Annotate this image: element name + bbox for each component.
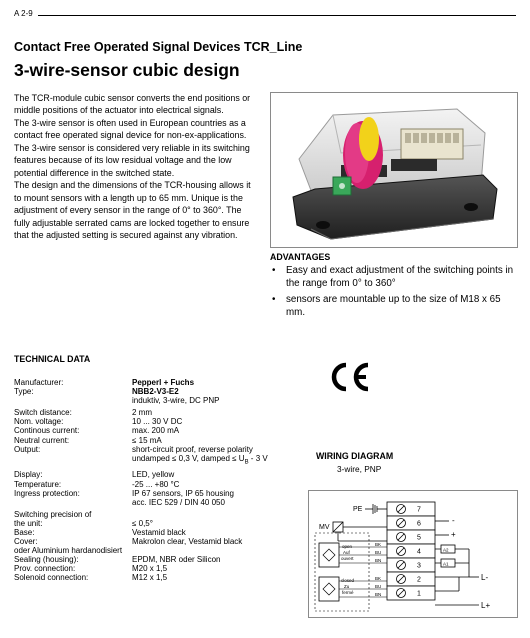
tech-value: ≤ 15 mA	[132, 435, 162, 445]
tech-value: max. 200 mA	[132, 426, 180, 436]
tech-label: Solenoid connection:	[14, 573, 89, 583]
terminal	[387, 502, 435, 516]
advantage-text: Easy and exact adjustment of the switching points in the range from 0° to 360°	[286, 265, 514, 289]
terminal-number: 5	[417, 534, 421, 542]
intro-paragraph: The design and the dimensions of the TCR-housing allows it to mount sensors with a length up to 65 mm. Unique is the adjustment of every sensor in the range of 0° to 360°. The fully adjustable serrated cams are locked together to ensure that the adjusted setting is secured against any vibration.	[14, 180, 251, 240]
technical-data-table	[14, 378, 274, 583]
wire-label: BU	[375, 550, 382, 555]
tech-value: Pepperl + Fuchs	[132, 378, 195, 387]
tech-row	[14, 564, 274, 573]
wiring-diagram-heading: WIRING DIAGRAM	[316, 451, 394, 461]
wire-label: BN	[375, 558, 382, 563]
wire-label: BK	[375, 576, 382, 581]
tech-label: the unit:	[14, 518, 43, 528]
terminal	[387, 558, 435, 572]
tech-label: Continous current:	[14, 426, 80, 436]
wiring-diagram	[308, 490, 518, 618]
tech-value: Vestamid black	[132, 528, 186, 537]
advantage-text: sensors are mountable up to the size of M18 x 65 mm.	[286, 294, 501, 318]
tech-label: Prov. connection:	[14, 564, 76, 574]
header-rule	[38, 15, 516, 16]
advantage-item	[270, 294, 514, 319]
tech-label: Type:	[14, 387, 34, 397]
terminal	[387, 544, 435, 558]
terminal	[387, 572, 435, 586]
tech-row	[14, 426, 274, 435]
terminal-number: 2	[417, 576, 421, 584]
wire-label: BU	[375, 584, 382, 589]
intro-paragraph: The 3-wire sensor is often used in European countries as a contact free operated signal device for non-ex-applications.	[14, 117, 247, 141]
terminal-number: 3	[417, 562, 421, 570]
page-subtitle: Contact Free Operated Signal Devices TCR_Line	[14, 40, 303, 54]
tech-label: Switch distance:	[14, 408, 72, 418]
tech-label	[14, 498, 132, 507]
minus-label: -	[452, 516, 455, 525]
tech-row	[14, 537, 274, 546]
page-title: 3-wire-sensor cubic design	[14, 60, 240, 80]
tech-row	[14, 555, 274, 564]
tech-row	[14, 417, 274, 426]
bullet-icon: •	[272, 265, 276, 276]
tech-row	[14, 573, 274, 582]
tech-row	[14, 510, 274, 519]
product-photo	[270, 92, 518, 248]
ce-mark-icon	[326, 360, 372, 394]
tech-row	[14, 436, 274, 445]
tech-label: Sealing (housing):	[14, 555, 79, 565]
open-label: open	[342, 544, 353, 549]
terminal-number: 1	[417, 590, 421, 598]
intro-text	[14, 92, 258, 241]
relay-label: A2	[443, 547, 449, 553]
tech-label	[14, 454, 132, 468]
closed-label-de: Zu	[344, 584, 350, 589]
intro-paragraph: The TCR-module cubic sensor converts the end positions or middle positions of the actuator into electrical signals.	[14, 93, 251, 116]
terminal-number: 6	[417, 520, 421, 528]
tech-row	[14, 396, 274, 405]
tech-value: M12 x 1,5	[132, 573, 168, 583]
tech-value: IP 67 sensors, IP 65 housing	[132, 488, 234, 498]
tech-label: Switching precision of	[14, 509, 92, 519]
relay-label: A1	[443, 561, 449, 567]
tech-label: Nom. voltage:	[14, 417, 64, 427]
technical-data-heading: TECHNICAL DATA	[14, 354, 91, 364]
tech-label: Ingress protection:	[14, 488, 80, 498]
tech-label: Output:	[14, 444, 41, 454]
tech-value	[132, 454, 268, 468]
wiring-schematic	[309, 491, 517, 617]
tech-row	[14, 528, 274, 537]
output-damped-text: undamped ≤ 0,3 V, damped ≤ U	[132, 453, 245, 463]
pe-label: PE	[353, 506, 363, 513]
terminal	[387, 516, 435, 530]
tech-value: -25 ... +80 °C	[132, 479, 180, 489]
advantages-list	[270, 265, 514, 323]
tech-value: NBB2-V3-E2	[132, 387, 179, 397]
wire-label: BN	[375, 592, 382, 597]
l-plus-label: L+	[481, 601, 491, 610]
tech-row	[14, 489, 274, 498]
tech-value: induktiv, 3-wire, DC PNP	[132, 396, 220, 406]
open-label-fr: ouvert	[341, 556, 354, 561]
tech-row	[14, 445, 274, 454]
l-minus-label: L-	[481, 573, 489, 582]
voltage-subscript: B	[244, 459, 249, 466]
tech-value: ≤ 0,5°	[132, 518, 153, 528]
tech-row	[14, 498, 274, 507]
tech-value: 10 ... 30 V DC	[132, 417, 183, 427]
bullet-icon: •	[272, 294, 276, 306]
tech-row	[14, 519, 274, 528]
tech-label: Manufacturer:	[14, 378, 64, 387]
open-label-de: Auf	[343, 550, 350, 555]
tech-label: oder Aluminium hardanodisiert	[14, 546, 123, 556]
tech-label: Cover:	[14, 537, 38, 547]
tech-row	[14, 470, 274, 479]
tech-value: M20 x 1,5	[132, 564, 168, 574]
sensor-housing-illustration	[271, 93, 517, 247]
terminal-strip	[387, 502, 435, 600]
tech-label	[14, 396, 132, 405]
tech-value: acc. IEC 529 / DIN 40 050	[132, 497, 225, 507]
tech-row	[14, 378, 274, 387]
wiring-diagram-subheading: 3-wire, PNP	[337, 464, 382, 474]
terminal-number: 4	[417, 548, 421, 556]
mv-label: MV	[319, 524, 330, 531]
tech-row	[14, 454, 274, 468]
terminal	[387, 530, 435, 544]
closed-label: closed	[341, 578, 355, 583]
closed-label-fr: fermé	[342, 590, 354, 595]
output-damped-tail: - 3 V	[248, 453, 268, 463]
tech-value: Makrolon clear, Vestamid black	[132, 537, 243, 547]
tech-label: Neutral current:	[14, 435, 70, 445]
tech-row	[14, 408, 274, 417]
tech-row	[14, 546, 274, 555]
tech-row	[14, 480, 274, 489]
tech-value: 2 mm	[132, 408, 152, 418]
wire-label: BK	[375, 542, 382, 547]
tech-value: short-circuit proof, reverse polarity	[132, 444, 253, 454]
tech-value: LED, yellow	[132, 470, 175, 480]
tech-label: Base:	[14, 528, 35, 537]
terminal-number: 7	[417, 506, 421, 514]
tech-label: Temperature:	[14, 479, 62, 489]
advantage-item	[270, 265, 514, 290]
terminal	[387, 586, 435, 600]
intro-paragraph: The 3-wire sensor is considered very reliable in its switching features because of its low residual voltage and the low potential difference in the switched state.	[14, 142, 250, 178]
advantages-heading: ADVANTAGES	[270, 252, 331, 262]
tech-row	[14, 387, 274, 396]
tech-value: EPDM, NBR oder Silicon	[132, 555, 221, 565]
page-number: A 2-9	[14, 9, 33, 18]
plus-label: +	[451, 530, 456, 539]
tech-label: Display:	[14, 470, 43, 480]
